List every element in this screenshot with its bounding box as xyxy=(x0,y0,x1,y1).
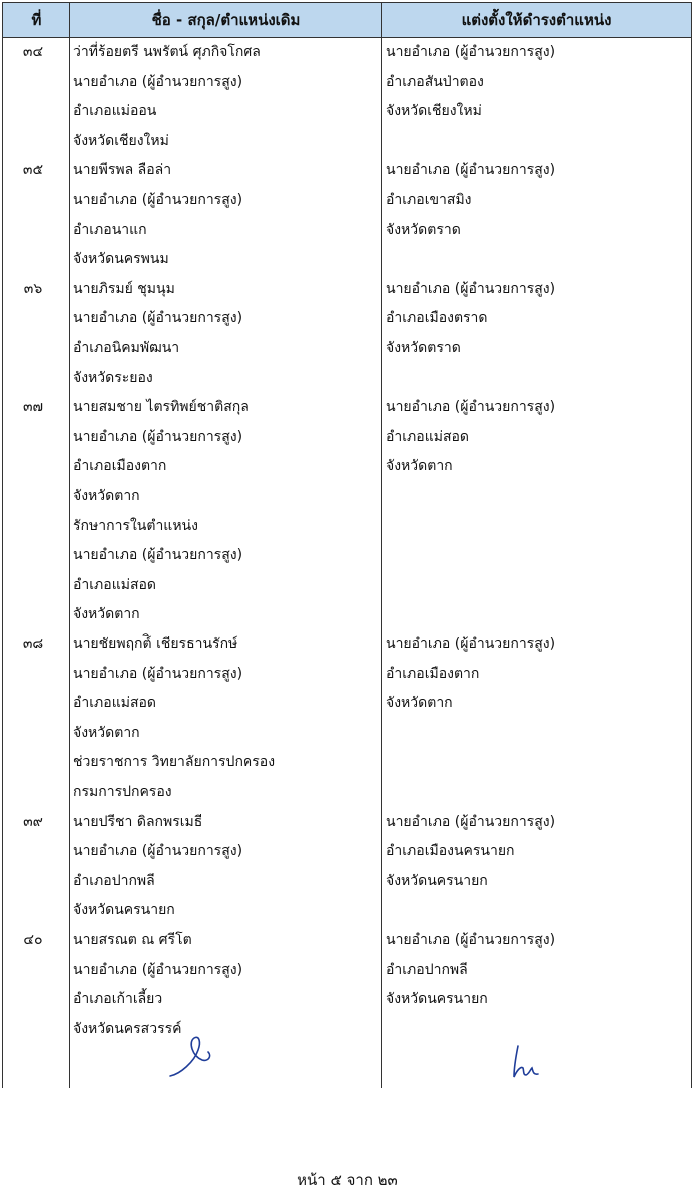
new-position-line: อำเภอแม่สอด xyxy=(386,428,469,445)
old-position-line: อำเภอนิคมพัฒนา xyxy=(73,339,180,356)
new-position-line: นายอำเภอ (ผู้อำนวยการสูง) xyxy=(386,280,556,297)
new-position-line: อำเภอเขาสมิง xyxy=(386,191,472,208)
new-position-cell xyxy=(386,393,686,482)
appointment-table xyxy=(2,2,692,1088)
old-position-line: นายอำเภอ (ผู้อำนวยการสูง) xyxy=(73,310,243,327)
header-old-position: ชื่อ - สกุล/ตำแหน่งเดิม xyxy=(151,11,301,29)
row-number: ๓๗ xyxy=(22,399,44,416)
table-row xyxy=(3,630,691,808)
new-position-cell xyxy=(386,630,686,719)
new-position-cell xyxy=(386,808,686,897)
old-position-cell xyxy=(73,156,378,274)
new-position-line: จังหวัดตราด xyxy=(386,221,461,238)
old-position-line: นายสรณต ณ ศรีโต xyxy=(73,931,192,948)
old-position-line: นายปรีชา ดิลกพรเมธี xyxy=(73,813,203,830)
new-position-cell xyxy=(386,38,686,127)
old-position-line: นายอำเภอ (ผู้อำนวยการสูง) xyxy=(73,191,243,208)
table-row xyxy=(3,275,691,393)
old-position-line: อำเภอปากพลี xyxy=(73,872,155,889)
old-position-line: รักษาการในตำแหน่ง xyxy=(73,517,198,534)
old-position-cell xyxy=(73,808,378,926)
old-position-cell xyxy=(73,393,378,630)
row-number: ๔๐ xyxy=(23,931,43,948)
header-number: ที่ xyxy=(31,11,42,29)
new-position-line: จังหวัดนครนายก xyxy=(386,991,488,1008)
new-position-line: จังหวัดตาก xyxy=(386,458,453,475)
old-position-line: กรมการปกครอง xyxy=(73,783,172,800)
table-body xyxy=(3,38,691,1044)
new-position-line: อำเภอเมืองนครนายก xyxy=(386,843,515,860)
old-position-line: นายอำเภอ (ผู้อำนวยการสูง) xyxy=(73,665,243,682)
old-position-line: จังหวัดตาก xyxy=(73,487,140,504)
table-row xyxy=(3,926,691,1044)
new-position-line: จังหวัดตาก xyxy=(386,695,453,712)
old-position-cell xyxy=(73,38,378,156)
new-position-line: จังหวัดเชียงใหม่ xyxy=(386,103,482,120)
old-position-line: ช่วยราชการ วิทยาลัยการปกครอง xyxy=(73,754,276,771)
row-number: ๓๕ xyxy=(22,162,44,179)
old-position-line: จังหวัดนครพนม xyxy=(73,251,169,268)
new-position-line: นายอำเภอ (ผู้อำนวยการสูง) xyxy=(386,162,556,179)
signature-right xyxy=(510,1044,540,1080)
old-position-line: ว่าที่ร้อยตรี นพรัตน์ ศุภกิจโกศล xyxy=(73,44,261,60)
new-position-cell xyxy=(386,926,686,1015)
old-position-cell xyxy=(73,926,378,1044)
table-header xyxy=(3,2,691,38)
old-position-line: นายอำเภอ (ผู้อำนวยการสูง) xyxy=(73,961,243,978)
table-row xyxy=(3,38,691,156)
old-position-cell xyxy=(73,275,378,393)
old-position-line: นายภิรมย์ ชุมนุม xyxy=(73,280,175,297)
new-position-line: อำเภอเมืองตาก xyxy=(386,665,480,682)
old-position-cell xyxy=(73,630,378,808)
old-position-line: จังหวัดระยอง xyxy=(73,369,153,386)
header-new-position: แต่งตั้งให้ดำรงตำแหน่ง xyxy=(461,11,612,29)
old-position-line: จังหวัดตาก xyxy=(73,724,140,741)
old-position-line: อำเภอแม่ออน xyxy=(73,103,157,120)
old-position-line: อำเภอเมืองตาก xyxy=(73,458,167,475)
new-position-line: อำเภอสันป่าตอง xyxy=(386,73,484,90)
old-position-line: อำเภอแม่สอด xyxy=(73,695,156,712)
old-position-line: นายชัยพฤกต์ิ เชียรธานรักษ์ xyxy=(73,635,238,652)
new-position-line: จังหวัดนครนายก xyxy=(386,872,488,889)
old-position-line: จังหวัดเชียงใหม่ xyxy=(73,132,169,149)
old-position-line: นายสมชาย ไตรทิพย์ชาติสกุล xyxy=(73,399,249,416)
new-position-line: อำเภอปากพลี xyxy=(386,961,468,978)
old-position-line: จังหวัดตาก xyxy=(73,606,140,623)
old-position-line: จังหวัดนครสวรรค์ xyxy=(73,1020,182,1037)
old-position-line: อำเภอนาแก xyxy=(73,221,147,238)
old-position-line: นายอำเภอ (ผู้อำนวยการสูง) xyxy=(73,547,243,564)
table-row xyxy=(3,808,691,926)
old-position-line: จังหวัดนครนายก xyxy=(73,902,175,919)
row-number: ๓๔ xyxy=(22,44,44,60)
new-position-line: จังหวัดตราด xyxy=(386,339,461,356)
old-position-line: นายอำเภอ (ผู้อำนวยการสูง) xyxy=(73,73,243,90)
new-position-line: นายอำเภอ (ผู้อำนวยการสูง) xyxy=(386,813,556,830)
new-position-line: นายอำเภอ (ผู้อำนวยการสูง) xyxy=(386,399,556,416)
row-number: ๓๙ xyxy=(23,813,43,830)
new-position-cell xyxy=(386,275,686,364)
new-position-line: นายอำเภอ (ผู้อำนวยการสูง) xyxy=(386,635,556,652)
old-position-line: นายอำเภอ (ผู้อำนวยการสูง) xyxy=(73,843,243,860)
page-number: หน้า ๕ จาก ๒๓ xyxy=(297,1171,398,1189)
old-position-line: นายอำเภอ (ผู้อำนวยการสูง) xyxy=(73,428,243,445)
new-position-line: นายอำเภอ (ผู้อำนวยการสูง) xyxy=(386,931,556,948)
row-number: ๓๘ xyxy=(22,635,44,652)
new-position-line: อำเภอเมืองตราด xyxy=(386,310,488,327)
new-position-line: นายอำเภอ (ผู้อำนวยการสูง) xyxy=(386,44,556,60)
old-position-line: นายพีรพล ลือล่า xyxy=(73,162,172,179)
table-row xyxy=(3,156,691,274)
table-row xyxy=(3,393,691,630)
signature-left xyxy=(168,1032,214,1078)
old-position-line: อำเภอแม่สอด xyxy=(73,576,156,593)
new-position-cell xyxy=(386,156,686,245)
row-number: ๓๖ xyxy=(23,280,43,297)
old-position-line: อำเภอเก้าเลี้ยว xyxy=(73,991,163,1008)
